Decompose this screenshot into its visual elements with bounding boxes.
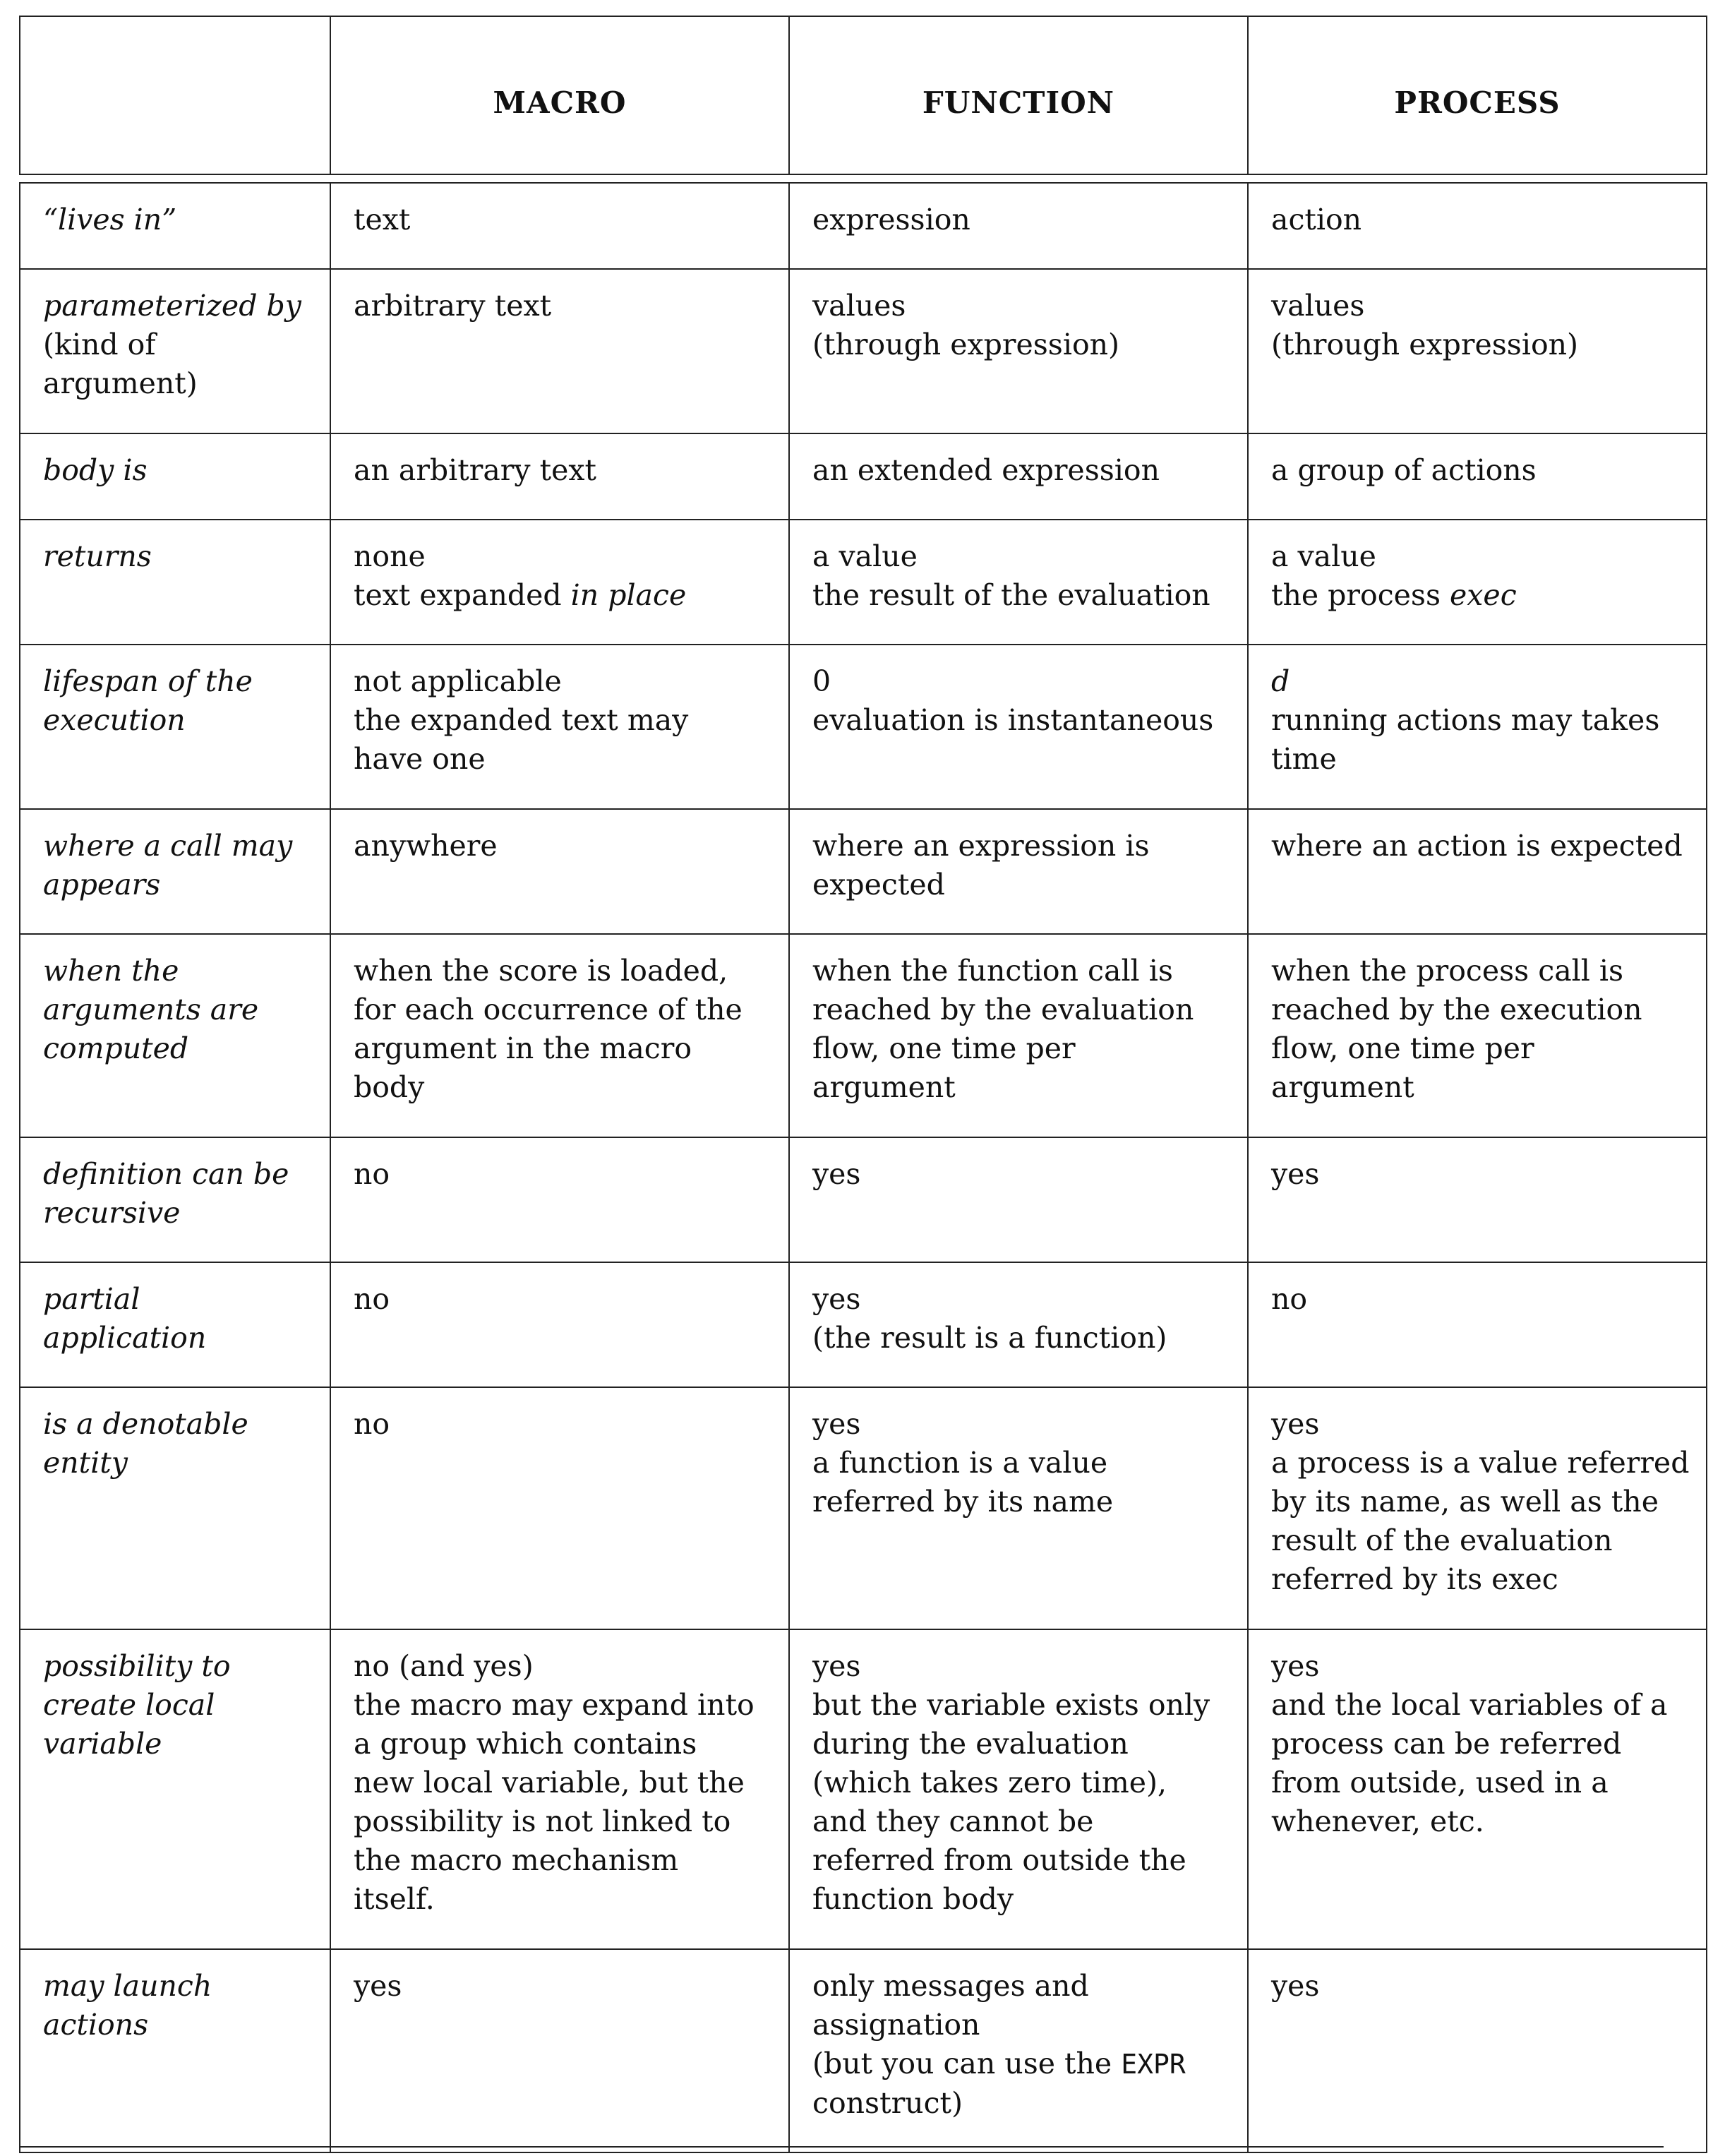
process-cell: yes and the local variables of a process can be referred from outside, used in a whenever, etc. bbox=[1248, 1629, 1707, 1949]
function-cell: when the function call is reached by the evaluation flow, one time per argument bbox=[789, 934, 1248, 1137]
table-row bbox=[20, 1949, 1707, 2152]
process-cell: d running actions may takes time bbox=[1248, 645, 1707, 809]
table-row bbox=[20, 645, 1707, 809]
table-row bbox=[20, 809, 1707, 934]
row-label: is a denotable entity bbox=[20, 1387, 330, 1629]
header-function: FUNCTION bbox=[789, 16, 1248, 174]
row-label: may launch actions bbox=[20, 1949, 330, 2152]
macro-cell: none text expanded in place bbox=[330, 520, 789, 645]
process-cell: where an action is expected bbox=[1248, 809, 1707, 934]
process-cell: action bbox=[1248, 183, 1707, 269]
header-process: PROCESS bbox=[1248, 16, 1707, 174]
process-cell: values (through expression) bbox=[1248, 269, 1707, 433]
row-label: lifespan of the execution bbox=[20, 645, 330, 809]
header-macro: MACRO bbox=[330, 16, 789, 174]
macro-cell: when the score is loaded, for each occurrence of the argument in the macro body bbox=[330, 934, 789, 1137]
function-cell: an extended expression bbox=[789, 433, 1248, 520]
row-label: partial application bbox=[20, 1262, 330, 1387]
process-cell: a value the process exec bbox=[1248, 520, 1707, 645]
function-cell: expression bbox=[789, 183, 1248, 269]
row-label: returns bbox=[20, 520, 330, 645]
macro-cell: text bbox=[330, 183, 789, 269]
bottom-rule bbox=[19, 2146, 1664, 2148]
macro-cell: yes bbox=[330, 1949, 789, 2152]
macro-cell: anywhere bbox=[330, 809, 789, 934]
macro-cell: an arbitrary text bbox=[330, 433, 789, 520]
macro-cell: no bbox=[330, 1137, 789, 1262]
macro-cell: no (and yes) the macro may expand into a group which contains new local variable, but the possibility is not linked to the macro mechanism itself. bbox=[330, 1629, 789, 1949]
row-label: when the arguments are computed bbox=[20, 934, 330, 1137]
process-cell: yes a process is a value referred by its name, as well as the result of the evaluation referred by its exec bbox=[1248, 1387, 1707, 1629]
comparison-table bbox=[19, 182, 1707, 2153]
table-row bbox=[20, 934, 1707, 1137]
table-row bbox=[20, 1262, 1707, 1387]
process-cell: yes bbox=[1248, 1137, 1707, 1262]
function-cell: 0 evaluation is instantaneous bbox=[789, 645, 1248, 809]
macro-cell: not applicable the expanded text may have one bbox=[330, 645, 789, 809]
function-cell: yes but the variable exists only during the evaluation (which takes zero time), and they cannot be referred from outside the function body bbox=[789, 1629, 1248, 1949]
table-row bbox=[20, 1137, 1707, 1262]
process-cell: when the process call is reached by the execution flow, one time per argument bbox=[1248, 934, 1707, 1137]
header-row bbox=[20, 16, 1707, 174]
function-cell: values (through expression) bbox=[789, 269, 1248, 433]
macro-cell: arbitrary text bbox=[330, 269, 789, 433]
process-cell: yes bbox=[1248, 1949, 1707, 2152]
function-cell: only messages and assignation (but you can use the EXPR construct) bbox=[789, 1949, 1248, 2152]
macro-cell: no bbox=[330, 1262, 789, 1387]
function-cell: yes a function is a value referred by its name bbox=[789, 1387, 1248, 1629]
table-row bbox=[20, 1387, 1707, 1629]
function-cell: where an expression is expected bbox=[789, 809, 1248, 934]
table-row bbox=[20, 269, 1707, 433]
row-label: definition can be recursive bbox=[20, 1137, 330, 1262]
header-table bbox=[19, 16, 1707, 175]
header-empty-cell bbox=[20, 16, 330, 174]
function-cell: a value the result of the evaluation bbox=[789, 520, 1248, 645]
table-row bbox=[20, 520, 1707, 645]
table-row bbox=[20, 1629, 1707, 1949]
row-label: possibility to create local variable bbox=[20, 1629, 330, 1949]
process-cell: no bbox=[1248, 1262, 1707, 1387]
row-label: “lives in” bbox=[20, 183, 330, 269]
macro-cell: no bbox=[330, 1387, 789, 1629]
process-cell: a group of actions bbox=[1248, 433, 1707, 520]
function-cell: yes (the result is a function) bbox=[789, 1262, 1248, 1387]
table-row bbox=[20, 433, 1707, 520]
table-row bbox=[20, 183, 1707, 269]
row-label: where a call may appears bbox=[20, 809, 330, 934]
function-cell: yes bbox=[789, 1137, 1248, 1262]
row-label: parameterized by (kind of argument) bbox=[20, 269, 330, 433]
row-label: body is bbox=[20, 433, 330, 520]
